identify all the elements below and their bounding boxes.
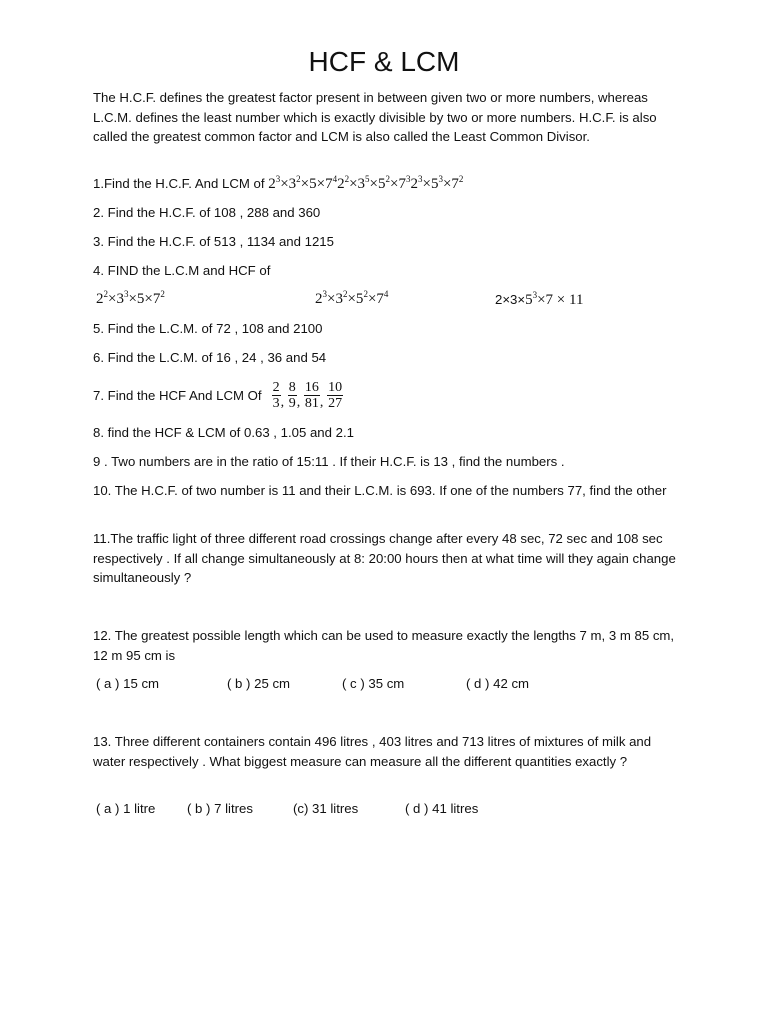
intro-paragraph: The H.C.F. defines the greatest factor present in between given two or more numbers, whereas L.C.M. defines the least number which is exactly divisible by two or more numbers. H.C.F. is also called the greatest common factor and LCM is also called the Least Common Divisor. (93, 90, 657, 144)
question-4-expression-3: $2\times 3\times 5^3\times 7 \times 11$ (495, 290, 584, 308)
question-3: 3. Find the H.C.F. of 513 , 1134 and 1215 (93, 234, 334, 249)
fraction: $\frac{2}{3}$ (272, 379, 280, 411)
option-d: ( d ) 42 cm (466, 676, 530, 691)
question-9: 9 . Two numbers are in the ratio of 15:11 . If their H.C.F. is 13 , find the numbers . (93, 454, 565, 469)
question-1-expression-1: $2^3\times 3^2\times 5\times 7^4$ (268, 174, 338, 192)
option-b: ( b ) 7 litres (187, 801, 253, 816)
question-1-expression-2: $2^2\times 3^5\times 5^2\times 7^3$ (337, 174, 411, 192)
question-8: 8. find the HCF & LCM of 0.63 , 1.05 and 2.1 (93, 425, 354, 440)
question-7 (93, 378, 683, 414)
question-1 (93, 174, 683, 195)
page-title: HCF & LCM (308, 46, 460, 77)
question-12-options (96, 674, 696, 694)
question-2: 2. Find the H.C.F. of 108 , 288 and 360 (93, 205, 321, 220)
option-c: (c) 31 litres (293, 801, 359, 816)
question-13-options (96, 799, 696, 819)
question-12: 12. The greatest possible length which can be used to measure exactly the lengths 7 m, 3 m 85 cm, 12 m 95 cm is (93, 628, 675, 663)
question-4-expression-2: $2^3\times 3^2\times 5^2\times 7^4$ (315, 289, 389, 307)
question-13: 13. Three different containers contain 496 litres , 403 litres and 713 litres of mixtures of milk and water respectively . What biggest measure can measure all the different quantities exactly ? (93, 734, 652, 769)
question-4-text: 4. FIND the L.C.M and HCF of (93, 263, 271, 278)
option-b: ( b ) 25 cm (227, 676, 291, 691)
fraction: $\frac{10}{27}$ (328, 379, 343, 411)
question-7-text: 7. Find the HCF And LCM Of (93, 388, 262, 404)
question-5: 5. Find the L.C.M. of 72 , 108 and 2100 (93, 321, 323, 336)
option-a: ( a ) 1 litre (96, 801, 156, 816)
question-1-expression-3: $2^3\times 5^3\times 7^2$ (410, 174, 464, 192)
fraction: $\frac{8}{9}$ (288, 379, 296, 411)
question-10: 10. The H.C.F. of two number is 11 and their L.C.M. is 693. If one of the numbers 77, find the other (93, 483, 667, 498)
question-11: 11.The traffic light of three different road crossings change after every 48 sec, 72 sec and 108 sec respectively . If all change simultaneously at 8: 20:00 hours then at what time will they again change simultaneously ? (93, 531, 676, 585)
option-c: ( c ) 35 cm (342, 676, 405, 691)
question-4-expressions (96, 290, 696, 312)
question-4-expression-1: $2^2\times 3^3\times 5\times 7^2$ (96, 289, 165, 307)
option-a: ( a ) 15 cm (96, 676, 160, 691)
question-1-text: 1.Find the H.C.F. And LCM of (93, 176, 269, 191)
option-d: ( d ) 41 litres (405, 801, 479, 816)
question-7-fractions: $\frac{2}{3}$ , $\frac{8}{9}$ , $\frac{16}{81}$ , $\frac{10}{27}$ (272, 379, 343, 411)
fraction: $\frac{16}{81}$ (304, 379, 319, 411)
question-6: 6. Find the L.C.M. of 16 , 24 , 36 and 54 (93, 350, 327, 365)
